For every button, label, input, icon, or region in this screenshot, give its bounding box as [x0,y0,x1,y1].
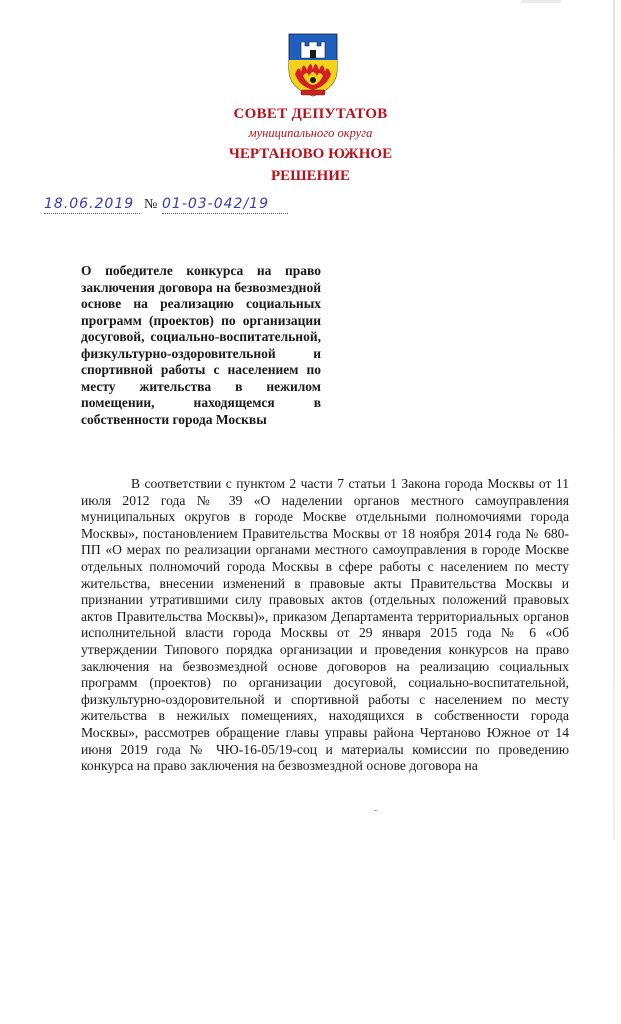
scan-speck [374,810,377,811]
scan-edge-top [521,0,561,3]
handwritten-number: 01-03-042/19 [162,196,269,212]
document-type-heading: РЕШЕНИЕ [271,168,350,184]
registration-line [44,196,284,218]
number-underline [162,213,288,214]
district-type: муниципального округа [248,126,373,140]
council-heading: СОВЕТ ДЕПУТАТОВ [233,106,388,122]
decision-body: В соответствии с пунктом 2 части 7 статьи 1 Закона города Москвы от 11 июля 2012 года № 39 «О наделении органов местного самоуправления муниципальных округов в городе Москве отдельными полномочиями города Москвы», постановлением Правительства Москвы от 18 ноября 2014 года № 680-ПП «О мерах по реализации органами местного самоуправления в городе Москве отдельных полномочий города Москвы в сфере работы с населением по месту жительства, внесении изменений в правовые акты Правительства Москвы и признании утратившими силу правовых актов (отдельных положений правовых актов Правительства Москвы)», приказом Департамента территориальных органов исполнительной власти города Москвы от 29 января 2015 года № 6 «Об утверждении Типового порядка организации и проведения конкурсов на право заключения на безвозмездной основе договоров на реализацию социальных программ (проектов) по организации досуговой, социально-воспитательной, физкультурно-оздоровительной и спортивной работы с населением по месту жительства в нежилых помещениях, находящихся в собственности города Москвы», рассмотрев обращение главы управы района Чертаново Южное от 14 июня 2019 года № ЧЮ-16-05/19-соц и материалы комиссии по проведению конкурса на право заключения на безвозмездной основе договора на [81,476,569,774]
date-underline [44,213,140,214]
number-sign: № [144,197,158,212]
coat-of-arms-icon [281,30,345,98]
decision-title: О победителе конкурса на право заключения договора на безвозмездной основе на реализацию социальных программ (проектов) по организации досуговой, социально-воспитательной, физкультурно-оздоровительной и спортивной работы с населением по месту жительства в нежилом помещении, находящемся в собственности города Москвы [81,263,321,427]
district-name: ЧЕРТАНОВО ЮЖНОЕ [228,146,393,162]
handwritten-date: 18.06.2019 [44,196,135,212]
